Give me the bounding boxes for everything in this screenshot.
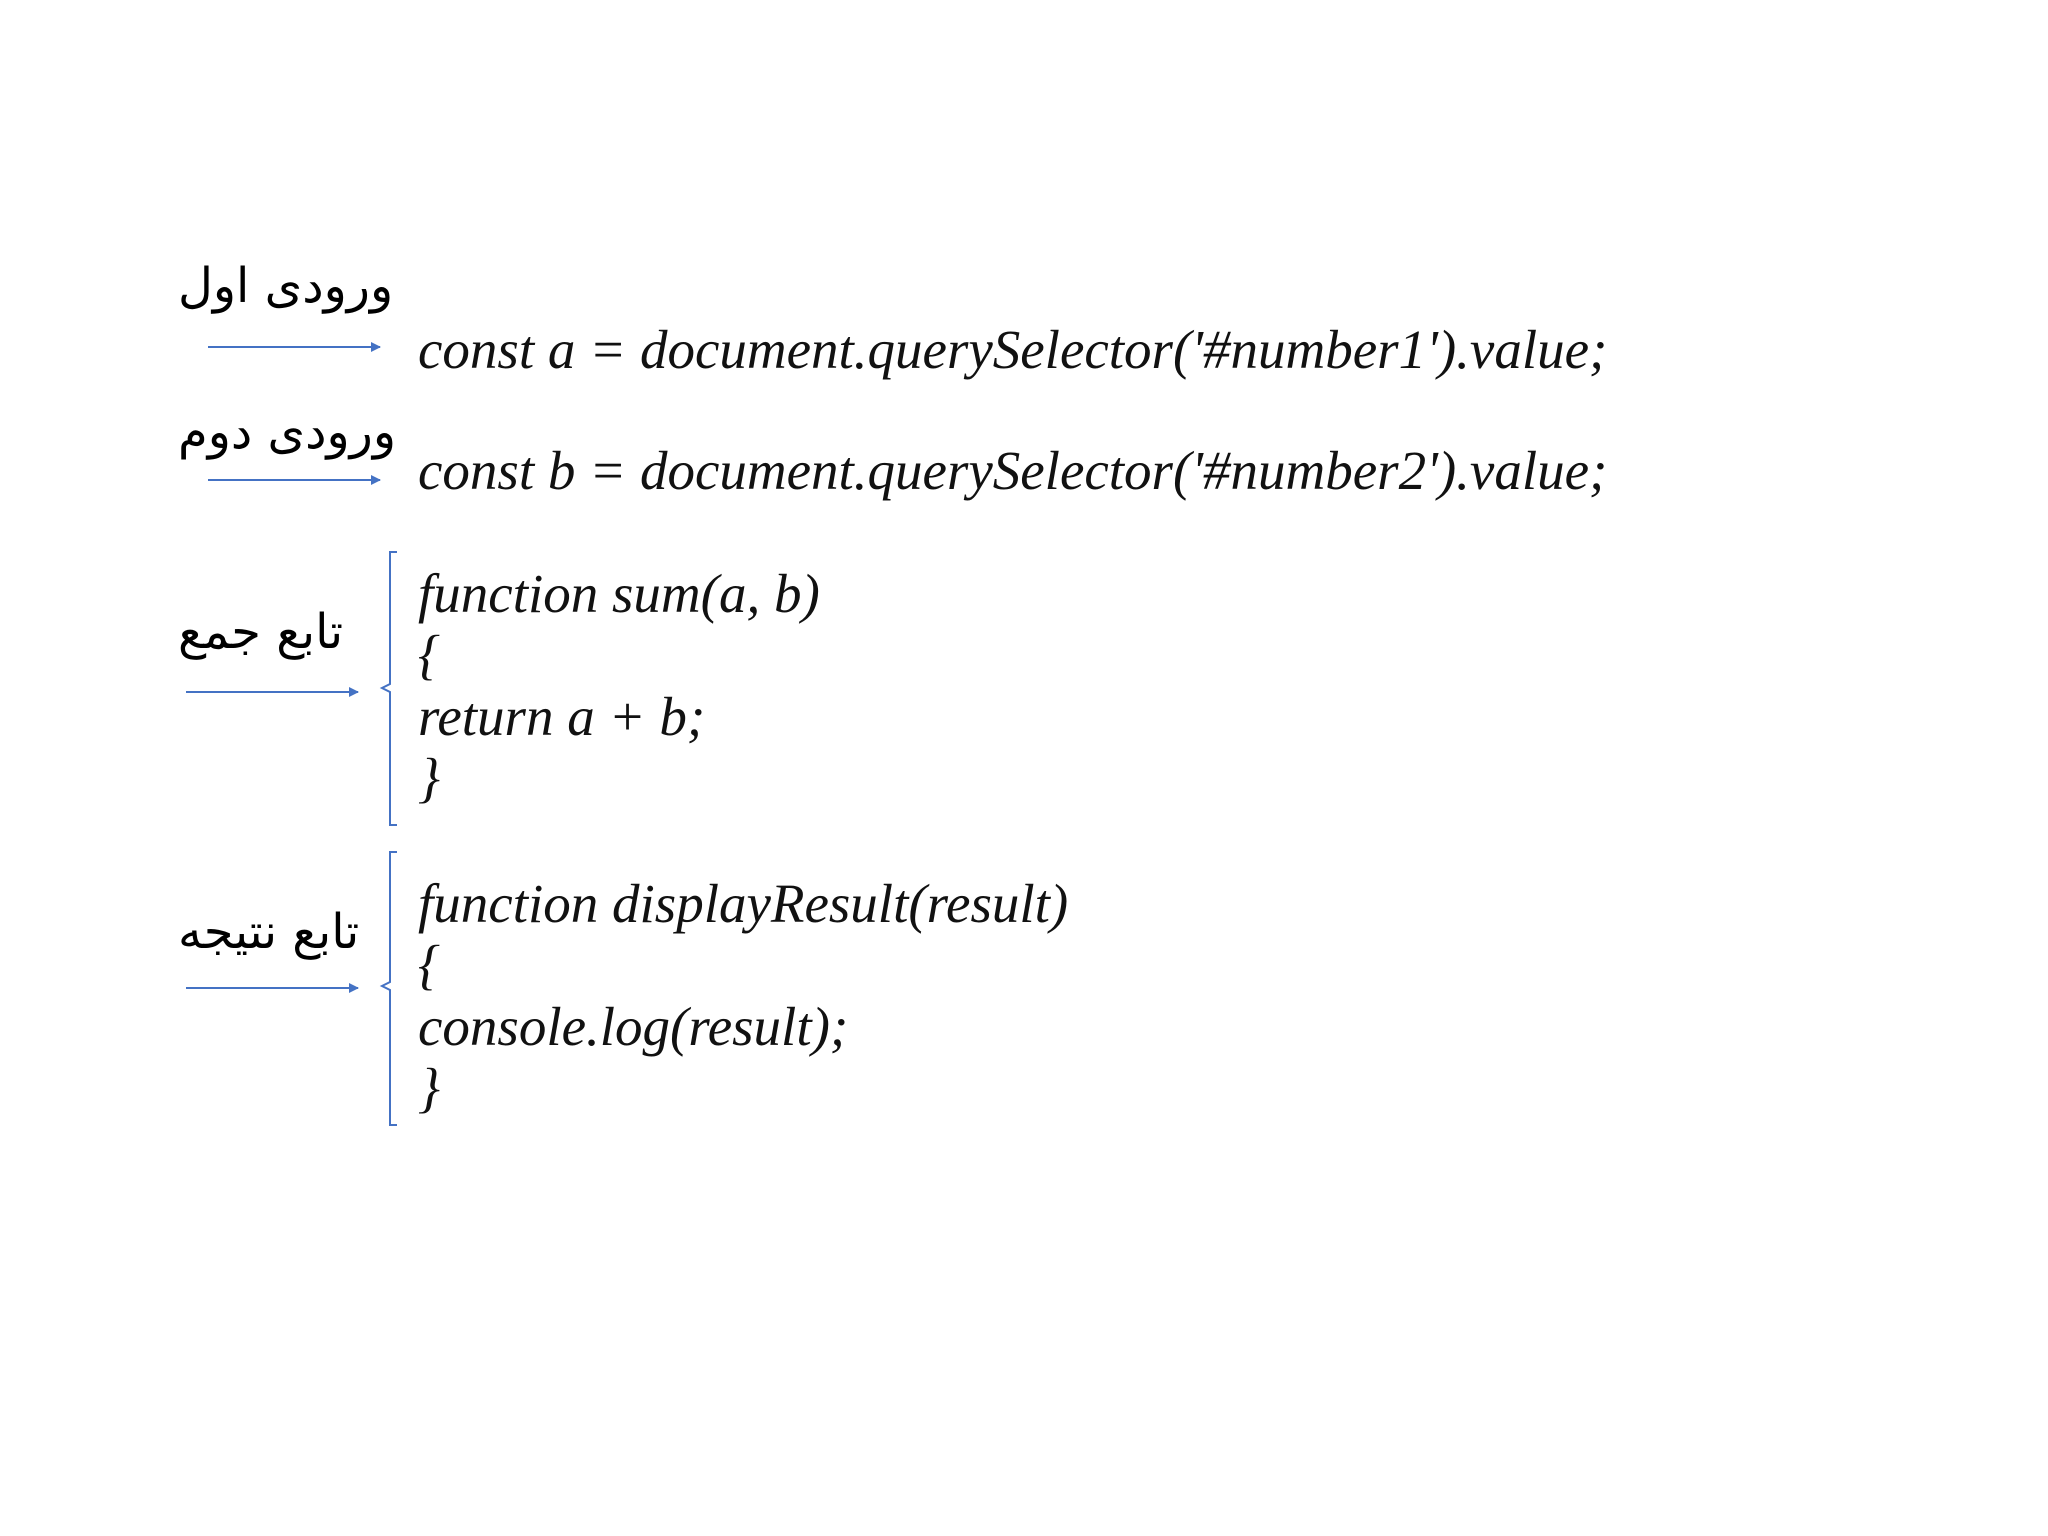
label-input1: ورودی اول [178,258,394,314]
label-result: تابع نتیجه [178,904,360,960]
code-result-line-4: } [418,1057,440,1118]
brace-result [382,852,397,1125]
code-sum-line-4: } [418,747,440,808]
code-result-line-2: { [418,934,440,995]
code-sum-line-1: function sum(a, b) [418,563,820,624]
code-sum-line-3: return a + b; [418,686,706,747]
code-sum-line-2: { [418,624,440,685]
code-input2: const b = document.querySelector('#number2').value; [418,440,1608,501]
label-sum: تابع جمع [178,604,344,660]
label-input2: ورودی دوم [178,404,397,460]
code-result-line-3: console.log(result); [418,996,849,1057]
code-input1: const a = document.querySelector('#number1').value; [418,319,1608,380]
brace-sum [382,552,397,825]
code-result-line-1: function displayResult(result) [418,873,1069,934]
